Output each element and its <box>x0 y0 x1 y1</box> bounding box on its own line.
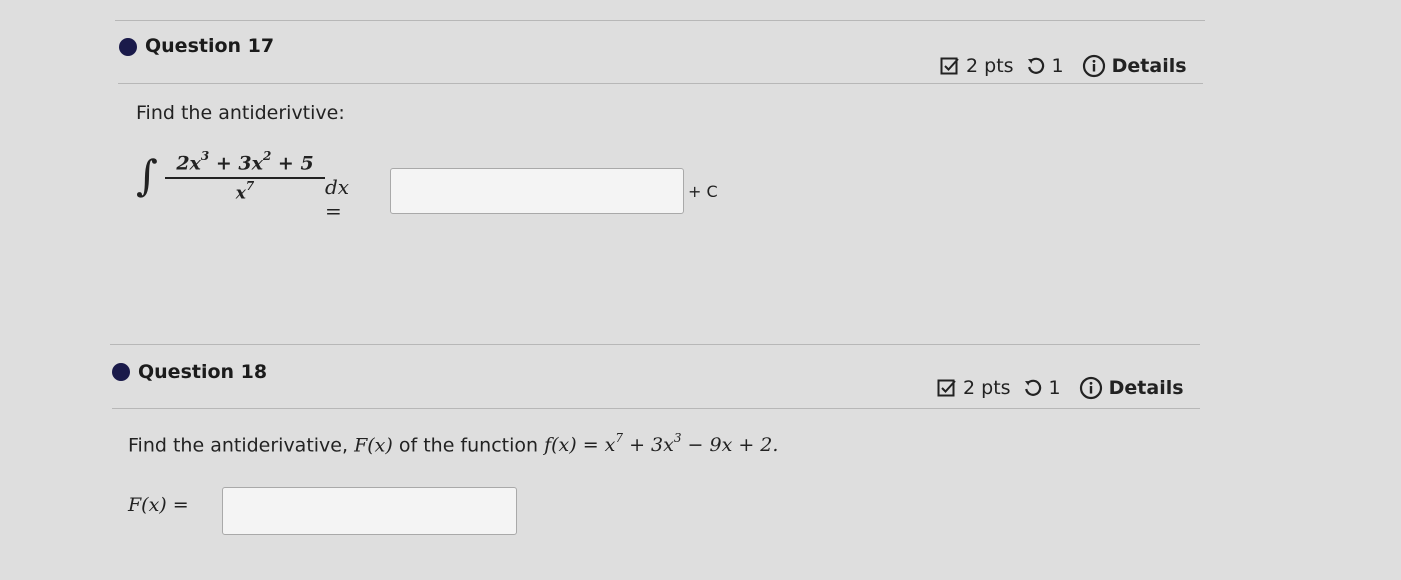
function-definition: $f(x) = x^7 + 3x^3 - 9x + 2$. <box>544 431 779 457</box>
question-separator <box>118 83 1203 84</box>
integral-sign: ∫ <box>136 151 158 200</box>
details-link[interactable]: Details <box>1108 377 1184 399</box>
retries-count: 1 <box>1048 377 1061 399</box>
answer-input[interactable] <box>390 168 684 214</box>
fraction-bar <box>165 177 325 179</box>
retries-count: 1 <box>1051 55 1064 77</box>
integrand-denominator: $x^7$ <box>235 179 255 204</box>
question-prompt: Find the antiderivtive: <box>136 102 345 124</box>
question-bullet <box>119 38 137 56</box>
question-title: Question 17 <box>145 35 275 57</box>
question-prompt: Find the antiderivative, F(x) of the function $f(x) = x^7 + 3x^3 - 9x + 2$. <box>128 431 779 457</box>
checkbox-icon <box>940 56 960 76</box>
top-separator <box>115 20 1205 21</box>
points-label: 2 pts <box>966 55 1014 77</box>
question-meta <box>940 54 1187 78</box>
details-link[interactable]: Details <box>1111 55 1187 77</box>
question-meta <box>937 376 1184 400</box>
retry-icon <box>1023 378 1043 398</box>
points-label: 2 pts <box>963 377 1011 399</box>
question-separator <box>112 408 1200 409</box>
between-separator <box>110 344 1200 345</box>
integrand-numerator: $2x^3 + 3x^2 + 5$ <box>176 149 314 175</box>
integrand-fraction <box>165 151 325 204</box>
answer-input[interactable] <box>222 487 517 535</box>
differential: dx = <box>325 175 350 223</box>
info-icon[interactable] <box>1079 376 1103 400</box>
info-icon[interactable] <box>1082 54 1106 78</box>
answer-label: F(x) = <box>128 494 189 516</box>
question-title: Question 18 <box>138 361 268 383</box>
checkbox-icon <box>937 378 957 398</box>
plus-constant: + C <box>688 182 718 201</box>
F-of-x: F(x) <box>354 434 393 457</box>
retry-icon <box>1026 56 1046 76</box>
question-bullet <box>112 363 130 381</box>
